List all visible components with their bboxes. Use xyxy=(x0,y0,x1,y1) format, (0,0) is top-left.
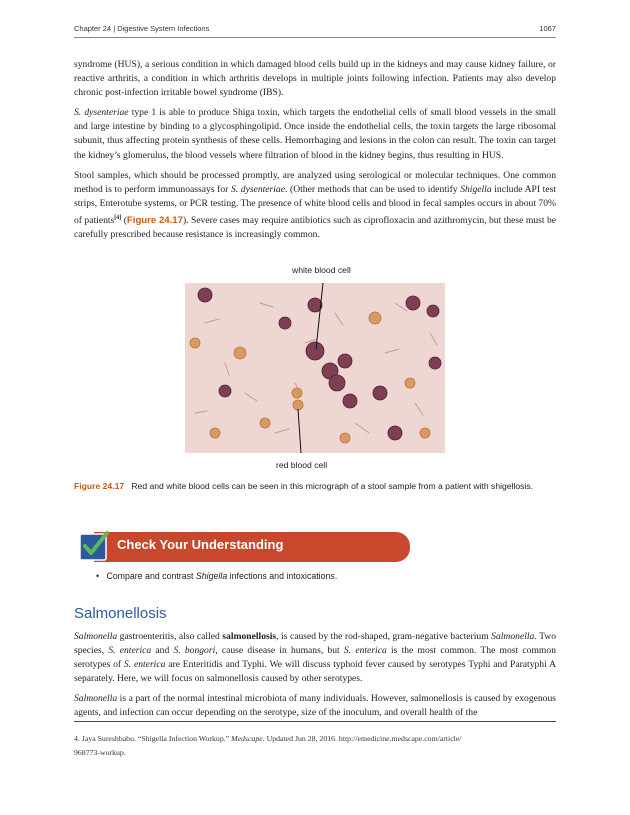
salmonellosis-text-block xyxy=(74,630,556,727)
paragraph-hus xyxy=(74,58,556,100)
list-item: • Compare and contrast Shigella infections and intoxications. xyxy=(96,571,338,581)
label-white-blood-cell: white blood cell xyxy=(292,265,351,275)
species-name: Shigella xyxy=(195,571,228,581)
figure-caption xyxy=(74,481,556,493)
paragraph-diagnosis: Stool samples, which should be processed promptly, are analyzed using serological or molecular techniques. One common method is to perform immunoassays for S. dysenteriae. (Other methods that can be used to identify Shigella include API test strips, Enterotube systems, or PCR testing. The presence of white blood cells and blood in fecal samples occurs in about 70% of patients[4] (Figure 24.17). Severe cases may require antibiotics such as ciprofloxacin and azithromycin, but these must be carefully prescribed because resistance is increasingly common. xyxy=(74,169,557,241)
footnote-rule xyxy=(74,721,556,722)
species-name: S. dysenteriae xyxy=(230,183,285,195)
key-term: salmonellosis xyxy=(222,631,277,642)
label-red-blood-cell: red blood cell xyxy=(276,460,328,470)
section-title: Salmonellosis xyxy=(74,605,167,622)
footnote-url-cont[interactable]: 968773-workup. xyxy=(74,747,126,757)
header-rule xyxy=(74,37,556,38)
shigella-text-block xyxy=(74,58,556,248)
paragraph-salmonella-microbiota: Salmonella is a part of the normal intestinal microbiota of many individuals. However, salmonellosis is caused by exogenous agents, and infection can occur depending on the serotype, size of the inoculum, and overall health of the xyxy=(74,693,556,719)
paragraph-text: type 1 is able to produce Shiga toxin, which targets the endothelial cells of small blood vessels in the small and large intestine by binding to a glycosphingolipid. Once inside the endothelial cells, the toxin targets the large ribosomal subunit, thus affecting protein synthesis of these cells. Hemorrhaging and lesions in the colon can result. The toxin can target the kidney’s glomerulus, the blood vessels where filtration of blood in the kidney begins, thus resulting in HUS. xyxy=(74,107,556,161)
page-number: 1067 xyxy=(539,24,556,33)
chapter-title: Chapter 24 | Digestive System Infections xyxy=(74,24,210,33)
species-name: S. dysenteriae xyxy=(74,107,129,119)
species-name: Shigella xyxy=(460,183,492,195)
label-leader-lines xyxy=(185,283,445,473)
paragraph-text: syndrome (HUS), a serious condition in which damaged blood cells build up in the kidneys and may cause kidney failure, or reactive arthritis, a condition in which arthritis develops in multiple joints following infection. Patients may also develop chronic post-infection irritable bowel syndrome (IBS). xyxy=(74,59,556,99)
paragraph-shiga-toxin xyxy=(74,106,556,162)
caption-text: Red and white blood cells can be seen in this micrograph of a stool sample from a patient with shigellosis. xyxy=(131,481,534,491)
footnote: 4. Jaya Sureshbabu. “Shigella Infection Workup.” Medscape. Updated Jun 28, 2016. http://emedicine.medscape.com/article/ 968773-workup. xyxy=(74,734,462,757)
bullet-marker: • xyxy=(96,571,100,581)
footnote-reference[interactable]: [4] xyxy=(114,214,122,221)
checkmark-icon xyxy=(78,530,110,562)
figure-link[interactable]: Figure 24.17 xyxy=(126,215,183,227)
check-understanding-title: Check Your Understanding xyxy=(117,537,284,552)
journal-name: Medscape xyxy=(231,734,263,743)
paragraph-salmonella-intro: Salmonella gastroenteritis, also called salmonellosis, is caused by the rod-shaped, gram-negative bacterium Salmonella. Two species, S. enterica and S. bongori, cause disease in humans, but S. enterica is the most common. The most common serotypes of S. enterica are Enteritidis and Typhi. We will discuss typhoid fever caused by serotypes Typhi and Paratyphi A separately. Here, we will focus on salmonellosis caused by other serotypes. xyxy=(74,631,556,685)
footnote-url[interactable]: . Updated Jun 28, 2016. http://emedicine.medscape.com/article/ xyxy=(262,734,462,743)
rbc-leader-line xyxy=(298,409,301,453)
wbc-leader-line xyxy=(316,283,323,349)
running-header xyxy=(74,24,556,38)
figure-number: Figure 24.17 xyxy=(74,481,125,491)
